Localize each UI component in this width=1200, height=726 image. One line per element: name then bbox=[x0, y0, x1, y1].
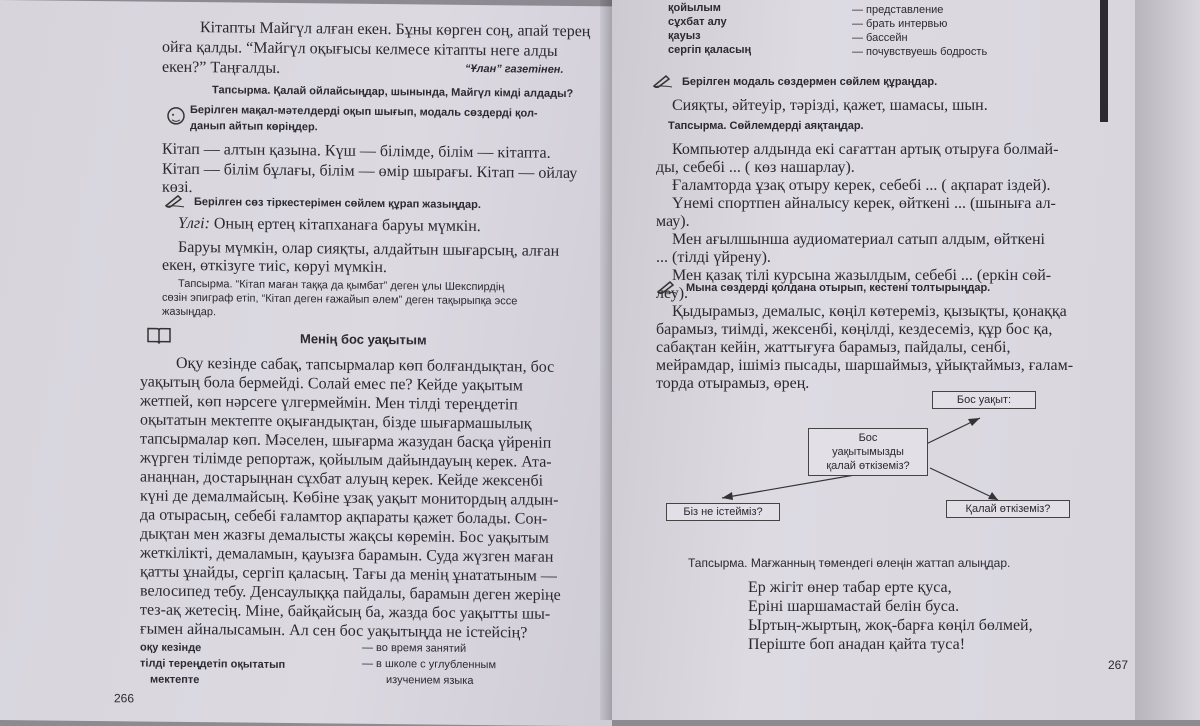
intro-line-2: ойға қалды. “Майгүл оқығысы келмесе кітапты неге алды bbox=[162, 38, 558, 60]
proverb-line-1: Кітап — алтын қазына. Күш — білімде, білім — кітапта. bbox=[162, 140, 551, 162]
diagram-top-right-node: Бос уақыт: bbox=[932, 391, 1036, 409]
intro-line-1: Кітапты Майгүл алған екен. Бұны көрген соң, апай терең bbox=[200, 19, 591, 41]
sentence-line: Үнемі спортпен айналысу керек, өйткені ... (шыныға ал- bbox=[672, 195, 1056, 212]
poem-line: Ыртың-жыртың, жоқ-барға көңіл бөлмей, bbox=[748, 617, 1033, 634]
glossary-translation: — представление bbox=[852, 4, 944, 16]
pen-writing-icon bbox=[652, 74, 674, 88]
thinking-face-icon bbox=[166, 106, 186, 128]
glossary-term: сұхбат алу bbox=[668, 16, 727, 28]
glossary-translation: — в школе с углубленным bbox=[362, 657, 497, 672]
essay-line: күні де демалмайсың. Көбіне ұзақ уақыт монитордың алдын- bbox=[140, 487, 559, 509]
open-book-icon bbox=[146, 326, 172, 346]
examples-line-1: Баруы мүмкін, олар сияқты, алдайтын шығарсың, алған bbox=[178, 238, 560, 260]
glossary-term: қойылым bbox=[668, 2, 721, 14]
diagram-center-line: уақытымызды bbox=[832, 446, 904, 458]
example-label: Үлгі: bbox=[178, 214, 210, 233]
essay-line: жетпей, көп нәрсеге үлгермеймін. Мен тілді тереңдетіп bbox=[140, 392, 518, 414]
sentence-line: Ғаламторда ұзақ отыру керек, себебі ... ( ақпарат іздей). bbox=[672, 177, 1051, 194]
essay-line: ғымен айналысамын. Ал сен бос уақытыңда не істейсің? bbox=[140, 620, 528, 642]
exercise-4-heading: Мына сөздерді қолдана отырып, кестені толтырыңдар. bbox=[686, 282, 991, 294]
example-text: Оның ертең кітапханаға баруы мүмкін. bbox=[213, 215, 481, 236]
example-line bbox=[178, 214, 481, 237]
essay-line: Оқу кезінде сабақ, тапсырмалар көп болғандықтан, бос bbox=[176, 354, 555, 376]
modal-words: Сияқты, әйтеуір, тәрізді, қажет, шамасы, шын. bbox=[672, 97, 988, 114]
diagram-center-node bbox=[808, 428, 928, 476]
words-line: сабақтан кейін, жаттығуға барамыз, пайдалы, сенбі, bbox=[656, 339, 1011, 356]
diagram-center-line: Бос bbox=[858, 432, 878, 444]
poem-line: Еріні шаршамастай белін буса. bbox=[748, 598, 960, 615]
diagram-center-line: қалай өткіземіз? bbox=[826, 460, 910, 472]
page-edge-bar bbox=[1100, 0, 1108, 122]
essay-line: қатты ұнайды, сергіп қаласың. Тағы да менің ұнататыным — bbox=[140, 563, 557, 585]
exercise-1-heading-2: данып айтып көріңдер. bbox=[190, 119, 318, 134]
sentence-line: Компьютер алдында екі сағаттан артық отыруға болмай- bbox=[672, 141, 1059, 158]
task-2-line-3: жазыңдар. bbox=[162, 305, 217, 319]
exercise-1-heading-1: Берілген мақал-мәтелдерді оқып шығып, модаль сөздерді қол- bbox=[190, 103, 538, 120]
glossary-translation: — почувствуешь бодрость bbox=[852, 46, 988, 58]
page-number: 267 bbox=[1108, 658, 1129, 672]
essay-line: жеткілікті, демаламын, қауызға барамын. Суда жүзген маған bbox=[140, 544, 554, 566]
essay-line: тапсырмалар көп. Мәселен, шығарма жазудан басқа үйреніп bbox=[140, 430, 552, 452]
sentence-line: мау). bbox=[656, 213, 690, 230]
essay-line: велосипед тебу. Денсаулыққа пайдалы, барамын деген жеріңе bbox=[140, 582, 561, 604]
source-note: “Ұлан” газетінен. bbox=[465, 62, 564, 76]
poem-line: Періште боп анадан қайта туса! bbox=[748, 636, 966, 653]
task-1: Тапсырма. Қалай ойлайсыңдар, шынында, Майгүл кімді алдады? bbox=[212, 84, 574, 101]
glossary-translation: — бассейн bbox=[852, 32, 908, 44]
words-line: мейрамдар, ішіміз пысады, шаршаймыз, ұйықтаймыз, ғалам- bbox=[656, 357, 1074, 374]
task-2-line-1: Тапсырма. “Кітап маған таққа да қымбат” деген ұлы Шекспирдің bbox=[178, 277, 505, 294]
diagram-bottom-left-node: Біз не істейміз? bbox=[666, 503, 780, 521]
task-4: Тапсырма. Мағжанның төмендегі өлеңін жаттап алыңдар. bbox=[688, 556, 1011, 570]
proverb-line-3: көзі. bbox=[162, 178, 193, 197]
essay-title: Менің бос уақытым bbox=[300, 331, 427, 348]
glossary-term: тілді тереңдетіп оқытатып bbox=[140, 657, 286, 671]
task-2-line-2: сөзін эпиграф етіп, “Кітап деген ғажайып әлем” деген тақырыпқа эссе bbox=[162, 291, 518, 308]
essay-line: жүрген тілімде репортаж, қойылым дайындауың керек. Ата- bbox=[140, 449, 552, 471]
essay-line: дықтан мен жазғы демалысты жақсы көремін. Бос уақытым bbox=[140, 525, 549, 547]
intro-line-3: екен?” Таңғалды. bbox=[162, 58, 281, 77]
essay-line: анаңнан, достарыңнан сұхбат алуың керек. Кейде жексенбі bbox=[140, 468, 544, 490]
glossary-term: сергіп қаласың bbox=[668, 44, 752, 56]
poem-line: Ер жігіт өнер табар ерте қуса, bbox=[748, 579, 952, 596]
glossary-term: оқу кезінде bbox=[140, 641, 202, 655]
sentence-line: Мен ағылшынша аудиоматериал сатып алдым, өйткені bbox=[672, 231, 1045, 248]
words-line: торда отырамыз, өрең. bbox=[656, 375, 810, 392]
glossary-translation: — во время занятий bbox=[362, 641, 467, 655]
essay-line: оқытатын мектепте оқығандықтан, бізде шығармашылық bbox=[140, 411, 532, 433]
exercise-2-heading: Берілген сөз тіркестерімен сөйлем құрап жазыңдар. bbox=[194, 196, 481, 212]
essay-line: тез-ақ жетесің. Міне, байқайсың ба, жазда бос уақытты шы- bbox=[140, 601, 551, 623]
pen-writing-icon bbox=[656, 280, 678, 294]
exercise-3-heading: Берілген модаль сөздермен сөйлем құраңдар. bbox=[682, 76, 938, 88]
table-edge bbox=[1135, 0, 1200, 720]
glossary-translation: — брать интервью bbox=[852, 18, 948, 30]
sentence-line: Мен қазақ тілі курсына жазылдым, себебі ... (еркін сөй- bbox=[672, 267, 1052, 284]
essay-line: да отырасың, себебі ғаламтор ақпараты қажет болады. Сон- bbox=[140, 506, 548, 528]
sentence-line: леу). bbox=[656, 285, 689, 302]
glossary-term: қауыз bbox=[668, 30, 701, 42]
glossary-translation: изучением языка bbox=[386, 674, 474, 687]
words-line: барамыз, тиімді, жексенбі, көңілді, кездесеміз, құр бос қа, bbox=[656, 321, 1053, 338]
task-3: Тапсырма. Сөйлемдерді аяқтаңдар. bbox=[668, 120, 864, 132]
right-page bbox=[612, 0, 1200, 720]
page-number: 266 bbox=[114, 691, 135, 706]
sentence-line: ды, себебі ... ( көз нашарлау). bbox=[656, 159, 855, 176]
examples-line-2: екен, өткізуге тиіс, көруі мүмкін. bbox=[162, 256, 387, 277]
proverb-line-2: Кітап — білім бұлағы, білім — өмір шырағы. Кітап — ойлау bbox=[162, 160, 578, 183]
essay-line: уақытың бола бермейді. Солай емес пе? Кейде уақытым bbox=[140, 373, 523, 395]
pen-writing-icon bbox=[164, 194, 186, 208]
glossary-term: мектепте bbox=[150, 673, 200, 687]
diagram-bottom-right-node: Қалай өткіземіз? bbox=[946, 500, 1070, 518]
words-line: Қыдырамыз, демалыс, көңіл көтереміз, қызықты, қонаққа bbox=[672, 303, 1067, 320]
sentence-line: ... (тілді үйрену). bbox=[656, 249, 771, 266]
